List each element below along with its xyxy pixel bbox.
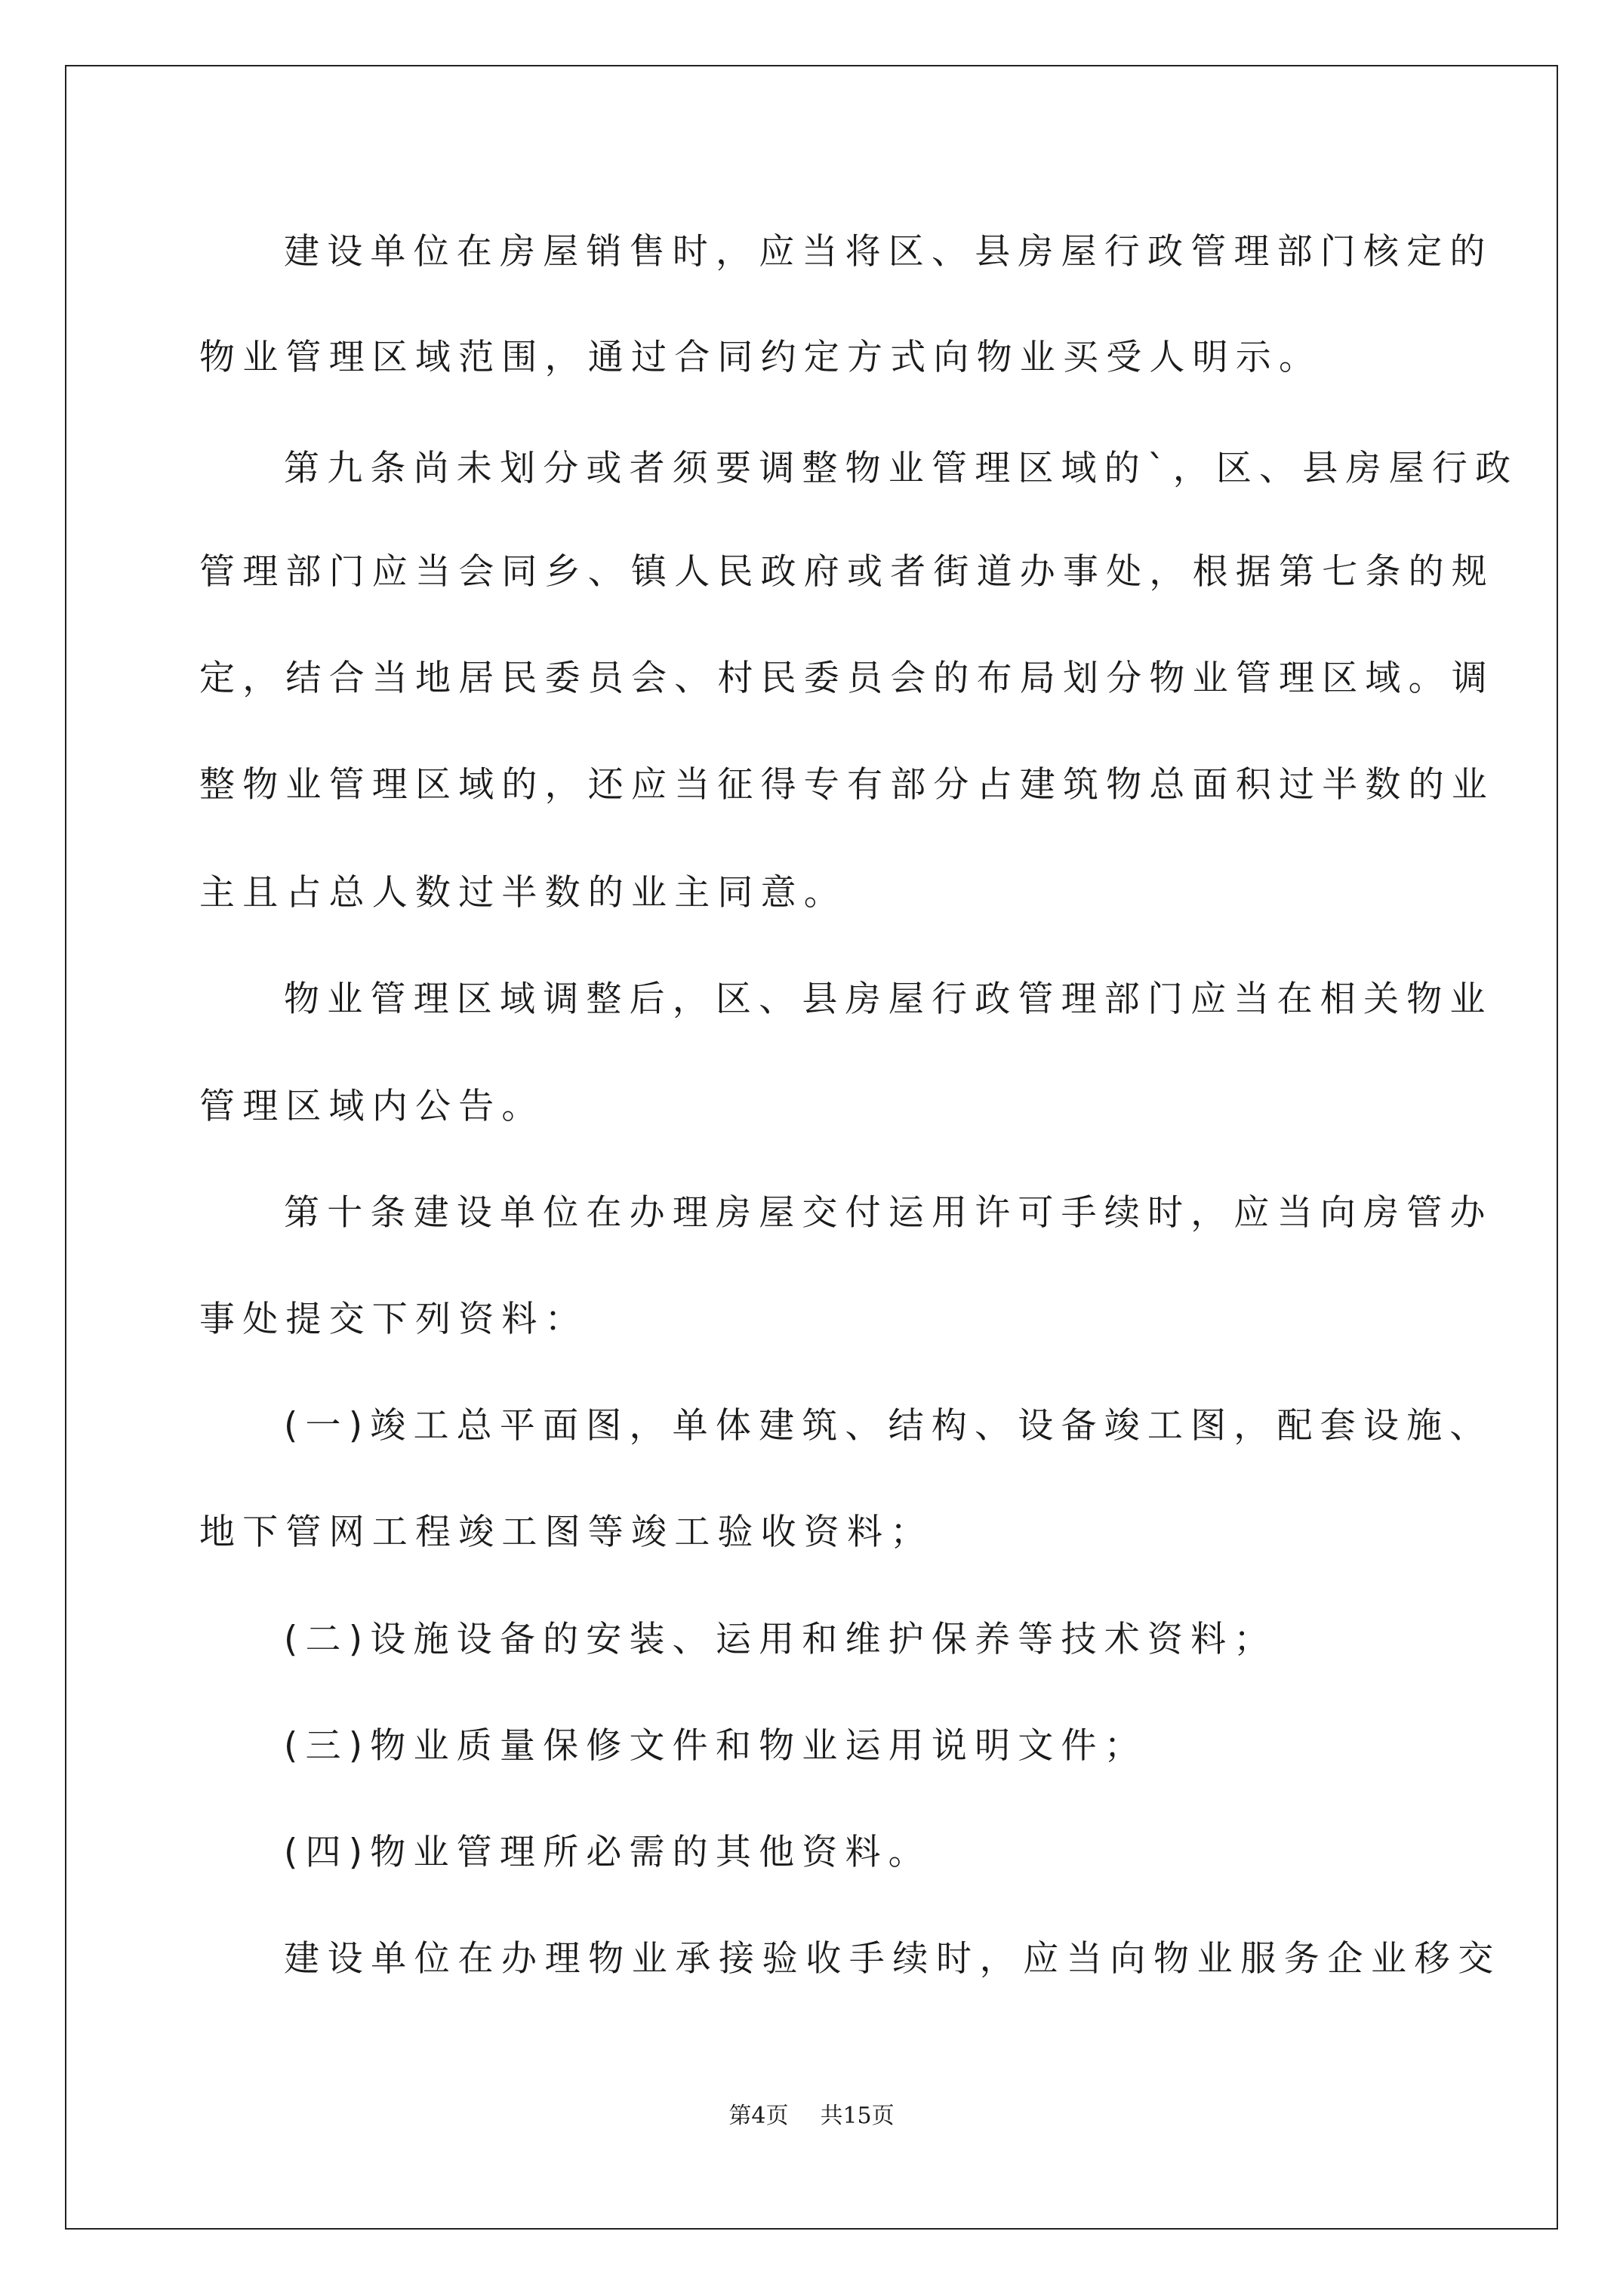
text-line: 建设单位在办理物业承接验收手续时，应当向物业服务企业移交 [284,1938,1501,1980]
page-total: 共15页 [820,2103,895,2129]
text-line: 第九条尚未划分或者须要调整物业管理区域的`，区、县房屋行政 [284,448,1519,489]
text-line: (四)物业管理所必需的其他资料。 [284,1832,932,1873]
text-line: 事处提交下列资料： [199,1299,588,1340]
text-line: (一)竣工总平面图，单体建筑、结构、设备竣工图，配套设施、 [284,1405,1493,1447]
page-footer [0,2101,1623,2131]
text-line: (二)设施设备的安装、运用和维护保养等技术资料； [284,1619,1277,1660]
page-number: 第4页 [728,2103,789,2129]
page-border [65,65,1558,2230]
text-line: 地下管网工程竣工图等竣工验收资料； [199,1512,934,1553]
text-line: 物业管理区域范围，通过合同约定方式向物业买受人明示。 [199,337,1323,378]
text-line: 物业管理区域调整后，区、县房屋行政管理部门应当在相关物业 [284,978,1493,1020]
text-line: 管理区域内公告。 [199,1086,545,1127]
text-line: 定，结合当地居民委员会、村民委员会的布局划分物业管理区域。调 [199,658,1495,699]
text-line: 第十条建设单位在办理房屋交付运用许可手续时，应当向房管办 [284,1192,1493,1234]
text-line: 管理部门应当会同乡、镇人民政府或者街道办事处，根据第七条的规 [199,551,1495,593]
text-line: 主且占总人数过半数的业主同意。 [199,872,847,914]
text-line: 整物业管理区域的，还应当征得专有部分占建筑物总面积过半数的业 [199,764,1495,806]
text-line: 建设单位在房屋销售时，应当将区、县房屋行政管理部门核定的 [284,231,1493,273]
text-line: (三)物业质量保修文件和物业运用说明文件； [284,1725,1147,1767]
